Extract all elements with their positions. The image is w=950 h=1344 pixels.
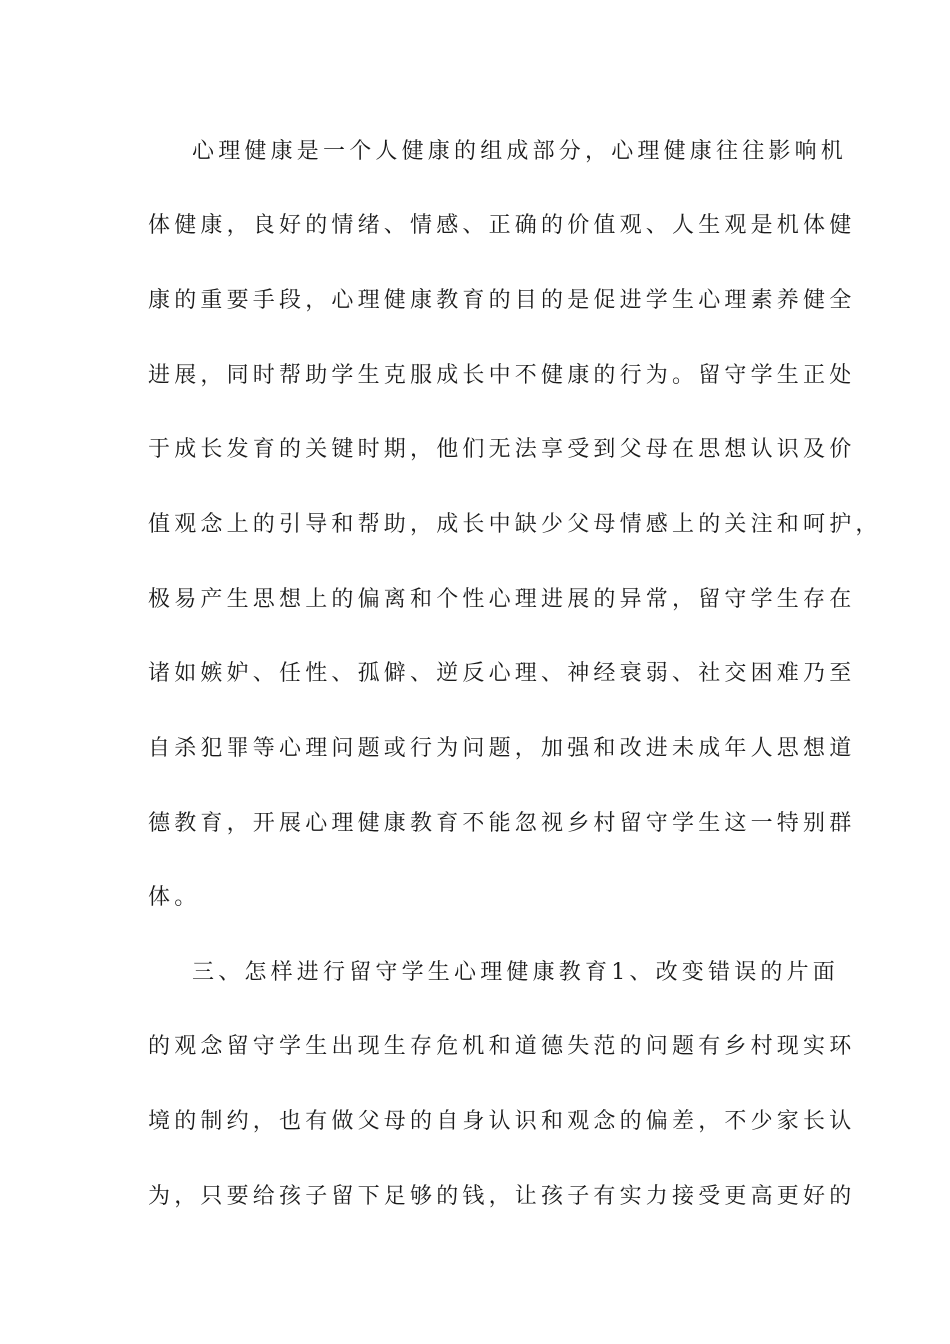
text-line: 三、怎样进行留守学生心理健康教育1、改变错误的片面 (192, 960, 839, 985)
text-line: 于成长发育的关键时期，他们无法享受到父母在思想认识及价 (148, 437, 856, 462)
text-line: 体健康，良好的情绪、情感、正确的价值观、人生观是机体健 (148, 213, 856, 238)
text-line: 诸如嫉妒、任性、孤僻、逆反心理、神经衰弱、社交困难乃至 (148, 661, 856, 686)
text-line: 进展，同时帮助学生克服成长中不健康的行为。留守学生正处 (148, 363, 856, 388)
text-line: 为，只要给孩子留下足够的钱，让孩子有实力接受更高更好的 (148, 1184, 856, 1209)
text-line: 自杀犯罪等心理问题或行为问题，加强和改进未成年人思想道 (148, 736, 856, 761)
text-line: 极易产生思想上的偏离和个性心理进展的异常，留守学生存在 (148, 587, 856, 612)
text-line: 境的制约，也有做父母的自身认识和观念的偏差，不少家长认 (148, 1109, 856, 1134)
text-line: 体。 (148, 885, 201, 910)
text-line: 康的重要手段，心理健康教育的目的是促进学生心理素养健全 (148, 288, 856, 313)
text-line: 德教育，开展心理健康教育不能忽视乡村留守学生这一特别群 (148, 811, 856, 836)
text-line: 心理健康是一个人健康的组成部分，心理健康往往影响机 (192, 139, 848, 164)
text-line: 的观念留守学生出现生存危机和道德失范的问题有乡村现实环 (148, 1034, 856, 1059)
text-line: 值观念上的引导和帮助，成长中缺少父母情感上的关注和呵护， (148, 512, 882, 537)
